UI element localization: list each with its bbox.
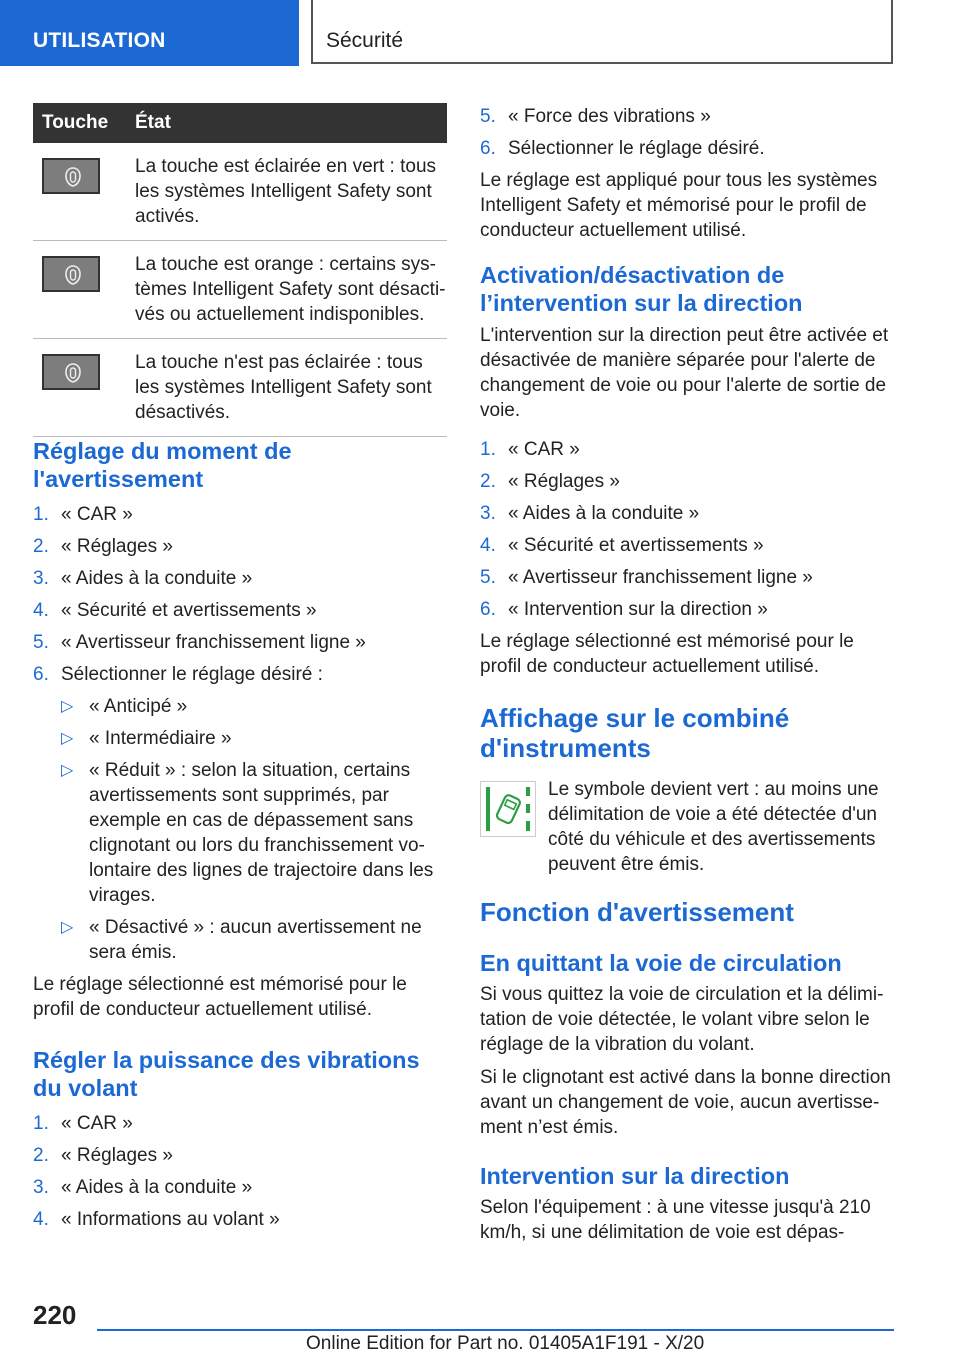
- page-number: 220: [33, 1300, 77, 1330]
- paragraph: Le réglage est appliqué pour tous les systèmes Intelligent Safety et mémorisé pour le profil de conducteur actuellement utilisé.: [480, 170, 878, 241]
- options-list: [33, 694, 447, 965]
- paragraph: Si le clignotant est activé dans la bonne direction avant un changement de voie, aucun avertissement n’est émis.: [480, 1067, 891, 1138]
- triangle-bullet-icon: ▷: [61, 919, 74, 936]
- list-item: ▷ « Anticipé »: [61, 696, 188, 717]
- list-item: 4. « Sécurité et avertissements »: [480, 535, 764, 556]
- list-item: 4. « Informations au volant »: [33, 1209, 280, 1230]
- triangle-bullet-icon: ▷: [61, 730, 74, 747]
- table-header-state: État: [135, 103, 447, 143]
- list-item: 3. « Aides à la conduite »: [33, 1177, 253, 1198]
- list-item: 2. « Réglages »: [33, 536, 173, 557]
- list-item: ▷ « Réduit » : selon la situation, certains avertissements sont supprimés, par exemple en cas de dépassement sans clignotant ou lors du franchissement volontaire des lignes de trajectoire dans les virages.: [61, 760, 434, 906]
- table-cell-state: La touche n'est pas éclairée : tous les systèmes Intelligent Safety sont désactivés.: [135, 339, 447, 437]
- list-item: 1. « CAR »: [33, 1113, 133, 1134]
- table-row: [33, 143, 447, 241]
- steps-list: [33, 1111, 447, 1232]
- triangle-bullet-icon: ▷: [61, 762, 74, 779]
- steps-list: [33, 502, 447, 687]
- paragraph: L'intervention sur la direction peut être activée et désactivée de manière séparée pour l'alerte de changement de voie ou pour l'alerte de sortie de voie.: [480, 325, 889, 421]
- list-item: 2. « Réglages »: [480, 471, 620, 492]
- intelligent-safety-button-icon: [42, 256, 100, 292]
- section-heading: Intervention sur la direction: [480, 1163, 790, 1189]
- right-column: [480, 104, 894, 1245]
- table-cell-state: La touche est éclairée en vert : tous les systèmes Intelligent Safety sont activés.: [135, 143, 447, 241]
- intelligent-safety-button-icon: [42, 354, 100, 390]
- symbol-block: [480, 777, 894, 877]
- list-item: 1. « CAR »: [33, 504, 133, 525]
- left-column: [33, 437, 447, 1239]
- edition-note: Online Edition for Part no. 01405A1F191 - X/20: [306, 1333, 705, 1354]
- list-item: 5. « Force des vibrations »: [480, 106, 711, 127]
- table-row: [33, 339, 447, 437]
- topic-title: Sécurité: [326, 29, 404, 52]
- list-item: 2. « Réglages »: [33, 1145, 173, 1166]
- footer-divider: [97, 1329, 894, 1331]
- paragraph: Le réglage sélectionné est mémorisé pour le profil de conducteur actuellement utilisé.: [33, 974, 407, 1020]
- paragraph: Si vous quittez la voie de circulation et la délimitation de voie détectée, le volant vibre selon le réglage de la vibration du volant.: [480, 984, 884, 1055]
- section-tab: [0, 0, 299, 66]
- list-item: 6. Sélectionner le réglage désiré :: [33, 664, 323, 685]
- section-heading: Affichage sur le combiné d'instruments: [480, 703, 790, 763]
- section-heading: Régler la puissance des vibrations du volant: [33, 1047, 420, 1101]
- steps-list: [480, 104, 894, 161]
- list-item: 6. Sélectionner le réglage désiré.: [480, 138, 765, 159]
- list-item: 5. « Avertisseur franchissement ligne »: [33, 632, 366, 653]
- button-state-table: [33, 103, 447, 437]
- section-heading: En quittant la voie de circulation: [480, 950, 842, 976]
- list-item: 6. « Intervention sur la direction »: [480, 599, 768, 620]
- table-header-key: Touche: [33, 103, 135, 143]
- table-cell-state: La touche est orange : certains systèmes Intelligent Safety sont désactivés ou actuellement indisponibles.: [135, 241, 447, 339]
- section-heading: Réglage du moment de l'avertissement: [33, 438, 292, 492]
- list-item: ▷ « Intermédiaire »: [61, 728, 232, 749]
- section-heading: Fonction d'avertissement: [480, 897, 794, 927]
- list-item: 1. « CAR »: [480, 439, 580, 460]
- list-item: 3. « Aides à la conduite »: [33, 568, 253, 589]
- topic-tab: [311, 0, 893, 64]
- list-item: 4. « Sécurité et avertissements »: [33, 600, 317, 621]
- paragraph: Selon l'équipement : à une vitesse jusqu'à 210 km/h, si une délimitation de voie est dépas-: [480, 1197, 871, 1243]
- lane-departure-icon: [480, 781, 536, 837]
- paragraph: Le symbole devient vert : au moins une délimitation de voie a été détectée d'un côté du véhicule et des avertissements peuvent être émis.: [548, 779, 879, 875]
- list-item: 5. « Avertisseur franchissement ligne »: [480, 567, 813, 588]
- intelligent-safety-button-icon: [42, 158, 100, 194]
- steps-list: [480, 437, 894, 622]
- paragraph: Le réglage sélectionné est mémorisé pour le profil de conducteur actuellement utilisé.: [480, 631, 854, 677]
- section-title: UTILISATION: [33, 29, 166, 52]
- section-heading: Activation/désactivation de l’intervention sur la direction: [480, 262, 803, 316]
- triangle-bullet-icon: ▷: [61, 698, 74, 715]
- table-row: [33, 241, 447, 339]
- list-item: ▷ « Désactivé » : aucun avertissement ne sera émis.: [61, 917, 422, 963]
- list-item: 3. « Aides à la conduite »: [480, 503, 700, 524]
